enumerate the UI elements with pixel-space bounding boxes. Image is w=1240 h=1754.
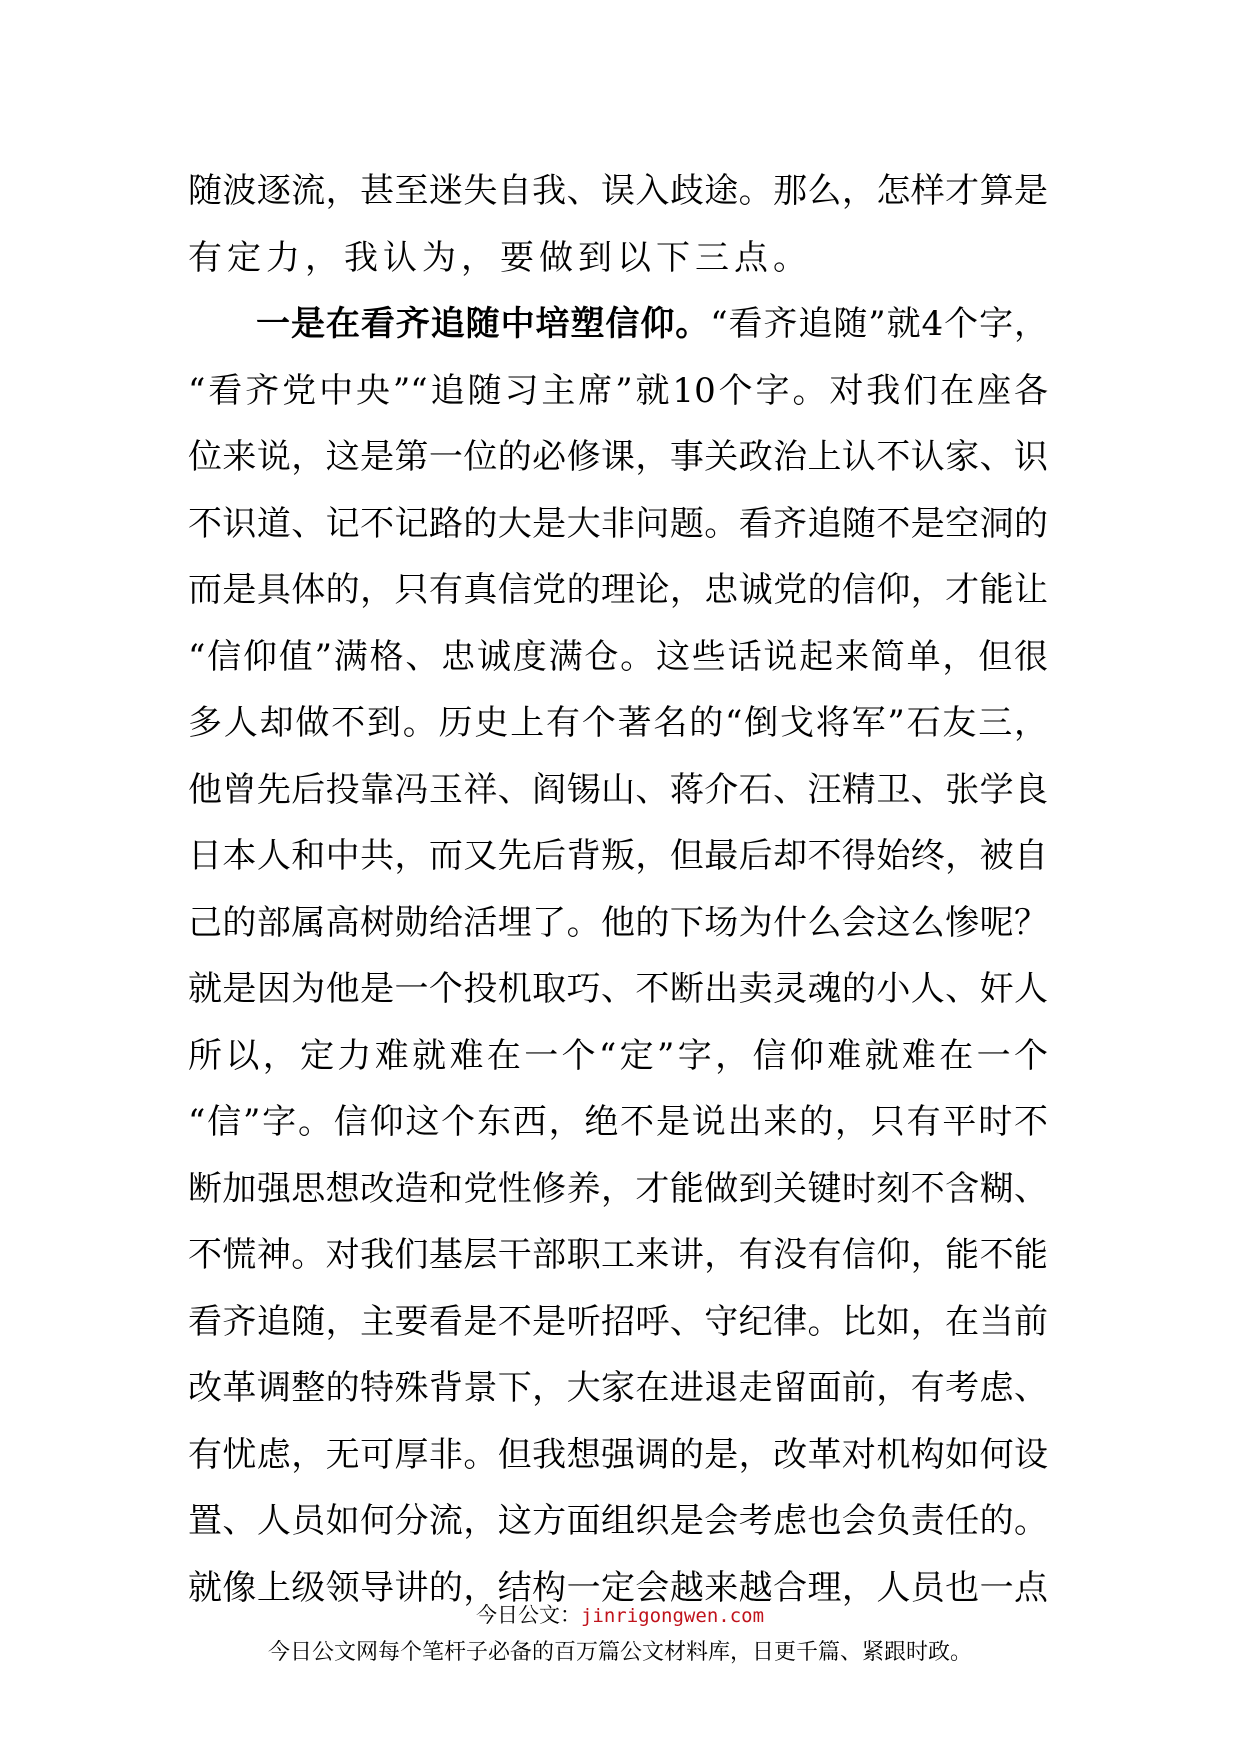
section-heading: 一是在看齐追随中培塑信仰。 [256,304,711,344]
text-line: 日本人和中共，而又先后背叛，但最后却不得始终，被自 [188,836,1048,876]
footer-site-link[interactable]: jinrigongwen.com [580,1605,765,1627]
footer-site-label: 今日公文： [475,1603,581,1627]
text-line: 有忧虑，无可厚非。但我想强调的是，改革对机构如何设 [188,1434,1048,1475]
text-line: 断加强思想改造和党性修养，才能做到关键时刻不含糊、 [188,1168,1048,1209]
text-line: “信”字。信仰这个东西，绝不是说出来的，只有平时不 [188,1102,1048,1142]
text-line: 他曾先后投靠冯玉祥、阎锡山、蒋介石、汪精卫、张学良 [188,769,1048,810]
text-line: “信仰值”满格、忠诚度满仓。这些话说起来简单，但很 [188,636,1048,677]
text-line-remainder: “看齐追随”就4个字， [710,304,1049,344]
text-line: 随波逐流，甚至迷失自我、误入歧途。那么，怎样才算是 [188,171,1048,211]
text-line: 多人却做不到。历史上有个著名的“倒戈将军”石友三， [188,703,1048,743]
document-body [188,158,1048,1621]
text-line: 己的部属高树勋给活埋了。他的下场为什么会这么惨呢？ [188,902,1048,943]
text-line: 看齐追随，主要看是不是听招呼、守纪律。比如，在当前 [188,1301,1048,1342]
text-line: 改革调整的特殊背景下，大家在进退走留面前，有考虑、 [188,1368,1048,1408]
footer-tagline: 今日公文网每个笔杆子必备的百万篇公文材料库，日更千篇、紧跟时政。 [267,1640,972,1665]
text-line: 置、人员如何分流，这方面组织是会考虑也会负责任的。 [188,1501,1048,1541]
text-line: 有定力，我认为，要做到以下三点。 [188,237,812,278]
text-line-with-heading [188,291,1048,358]
text-line: 就像上级领导讲的，结构一定会越来越合理，人员也一点 [188,1567,1048,1608]
text-line: 所以，定力难就难在一个“定”字，信仰难就难在一个 [188,1035,1048,1076]
text-line: “看齐党中央”“追随习主席”就10个字。对我们在座各 [188,370,1048,411]
text-line: 位来说，这是第一位的必修课，事关政治上认不认家、识 [188,437,1048,477]
text-line: 就是因为他是一个投机取巧、不断出卖灵魂的小人、奸人 [188,969,1048,1009]
footer-site [0,1600,1240,1630]
text-line: 不识道、记不记路的大是大非问题。看齐追随不是空洞的 [188,503,1048,544]
text-line: 不慌神。对我们基层干部职工来讲，有没有信仰，能不能 [188,1235,1048,1275]
text-line: 而是具体的，只有真信党的理论，忠诚党的信仰，才能让 [188,570,1048,610]
